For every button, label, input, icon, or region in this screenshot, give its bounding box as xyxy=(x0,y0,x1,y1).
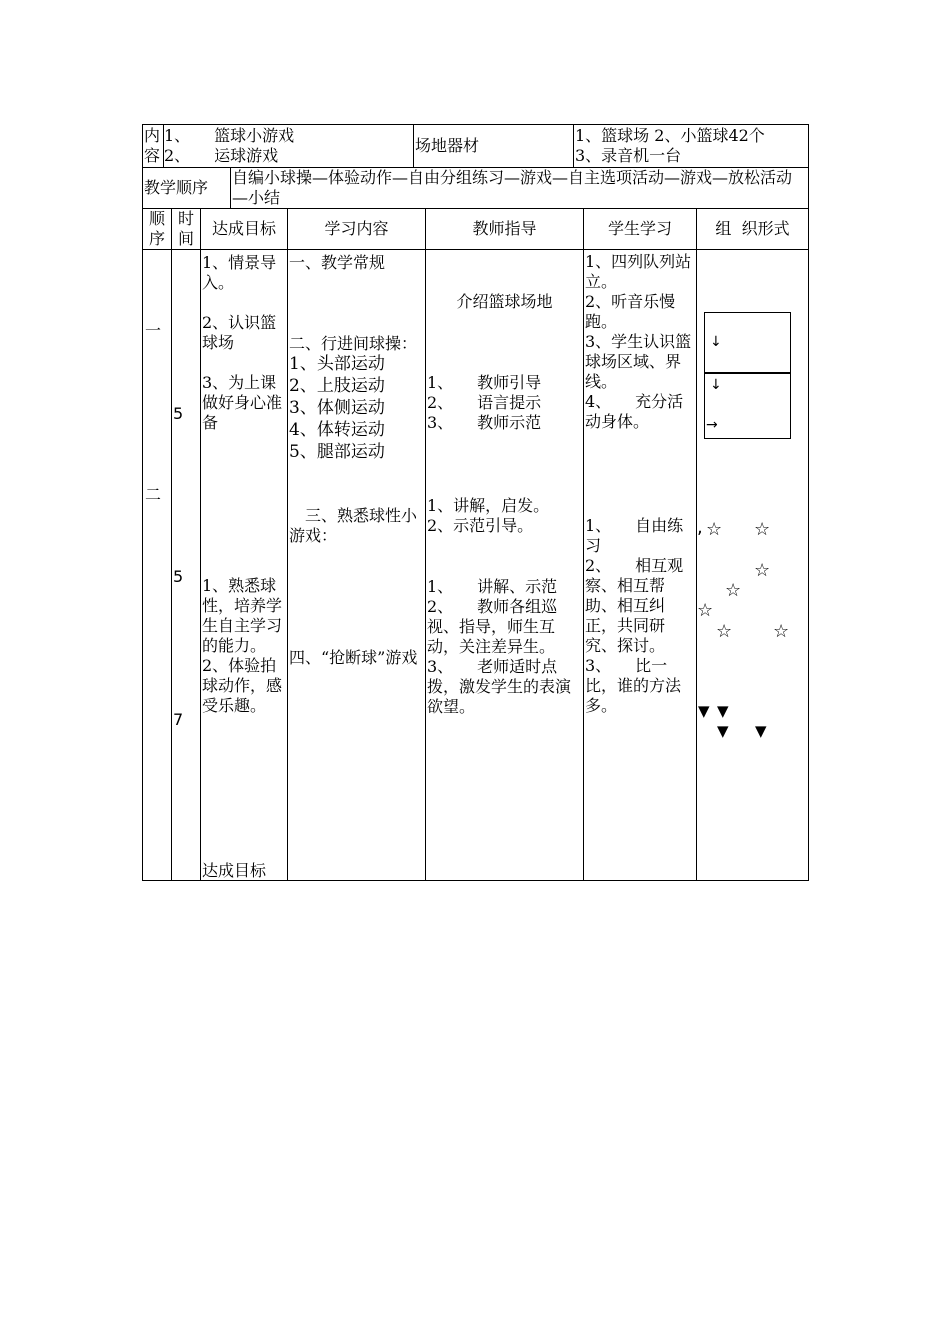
triangle-icon: ▼ xyxy=(698,702,710,720)
teacher-guidance-3: 1、 讲解、示范 2、 教师各组巡视、指导，师生互动，关注差异生。 3、 老师适时点拨，激发学生的表演欲望。 xyxy=(427,577,572,716)
goals-part-2: 1、熟悉球性，培养学生自主学习的能力。 2、体验拍球动作，感受乐趣。 xyxy=(202,576,283,715)
time-1: 5 xyxy=(173,404,184,423)
teacher-intro: 介绍篮球场地 xyxy=(456,292,553,311)
student-part-1: 1、四列队列站立。 2、听音乐慢跑。 3、学生认识篮球场区域、界线。 4、 充分活动身体。 xyxy=(585,252,692,431)
sequence-value: 自编小球操—体验动作—自由分组练习—游戏—自主选项活动—游戏—放松活动—小结 xyxy=(232,168,793,207)
table-rule-3 xyxy=(142,249,809,250)
table-border-right xyxy=(808,124,809,881)
star-icon: ☆ xyxy=(754,560,771,581)
col-header-student: 学生学习 xyxy=(607,219,672,238)
content-ball-exercise-item: 4、体转运动 xyxy=(289,420,385,440)
comma-mark: , xyxy=(697,517,703,538)
venue-value: 1、篮球场 2、小篮球42个 3、录音机一台 xyxy=(575,126,765,165)
col-header-content: 学习内容 xyxy=(324,219,389,238)
triangle-icon: ▼ xyxy=(717,702,729,720)
venue-label: 场地器材 xyxy=(415,136,480,155)
goals-part-1: 1、情景导入。 2、认识篮球场 3、为上课做好身心准备 xyxy=(202,253,283,432)
triangle-icon: ▼ xyxy=(755,722,767,740)
col-divider-6 xyxy=(696,208,697,880)
sequence-label: 教学顺序 xyxy=(144,178,209,197)
content-ball-exercise: 二、行进间球操： xyxy=(289,334,418,353)
time-2: 5 xyxy=(173,567,184,586)
star-icon: ☆ xyxy=(725,580,742,601)
content-label: 内 容 xyxy=(144,126,161,165)
col-divider-5 xyxy=(583,208,584,880)
triangle-icon: ▼ xyxy=(717,722,729,740)
star-icon: ☆ xyxy=(716,621,733,642)
header-divider-c xyxy=(573,124,574,167)
col-header-time: 时 间 xyxy=(177,209,194,248)
content-steal-game: 四、“抢断球”游戏 xyxy=(289,648,418,667)
student-part-2: 1、 自由练习 2、 相互观察、相互帮助、相互纠正，共同研究、探讨。 3、 比一比，谁的方法多。 xyxy=(585,516,684,715)
content-items: 1、 篮球小游戏 2、 运球游戏 xyxy=(164,126,295,165)
teacher-guidance-2: 1、讲解，启发。 2、示范引导。 xyxy=(427,496,550,535)
table-border-top xyxy=(142,124,809,125)
goals-part-3: 达成目标 xyxy=(202,861,267,880)
content-ball-exercise-item: 3、体侧运动 xyxy=(289,398,385,418)
content-ball-games: 三、熟悉球性小游戏： xyxy=(289,506,418,545)
content-ball-exercise-item: 1、头部运动 xyxy=(289,354,385,374)
order-two: 二 xyxy=(145,485,162,504)
arrow-down-icon: ↓ xyxy=(710,334,722,350)
time-3: 7 xyxy=(173,710,184,729)
star-icon: ☆ xyxy=(754,519,771,540)
table-rule-2 xyxy=(142,208,809,209)
header-divider-b xyxy=(413,124,414,167)
content-ball-exercise-item: 5、腿部运动 xyxy=(289,442,385,462)
col-divider-1 xyxy=(171,208,172,880)
sequence-divider xyxy=(230,167,231,208)
order-one: 一 xyxy=(145,321,162,340)
star-icon: ☆ xyxy=(773,621,790,642)
teacher-guidance-1: 1、 教师引导 2、 语言提示 3、 教师示范 xyxy=(427,373,542,432)
arrow-right-icon: → xyxy=(706,417,718,433)
col-header-goals: 达成目标 xyxy=(211,219,276,238)
col-divider-2 xyxy=(200,208,201,880)
star-icon: ☆ xyxy=(697,600,714,621)
col-header-order: 顺 序 xyxy=(148,209,165,248)
col-header-teacher: 教师指导 xyxy=(472,219,537,238)
star-icon: ☆ xyxy=(706,519,723,540)
content-routine: 一、教学常规 xyxy=(289,253,386,272)
content-ball-exercise-item: 2、上肢运动 xyxy=(289,376,385,396)
col-header-organization: 组 织形式 xyxy=(715,219,790,238)
arrow-down-icon: ↓ xyxy=(710,377,722,393)
